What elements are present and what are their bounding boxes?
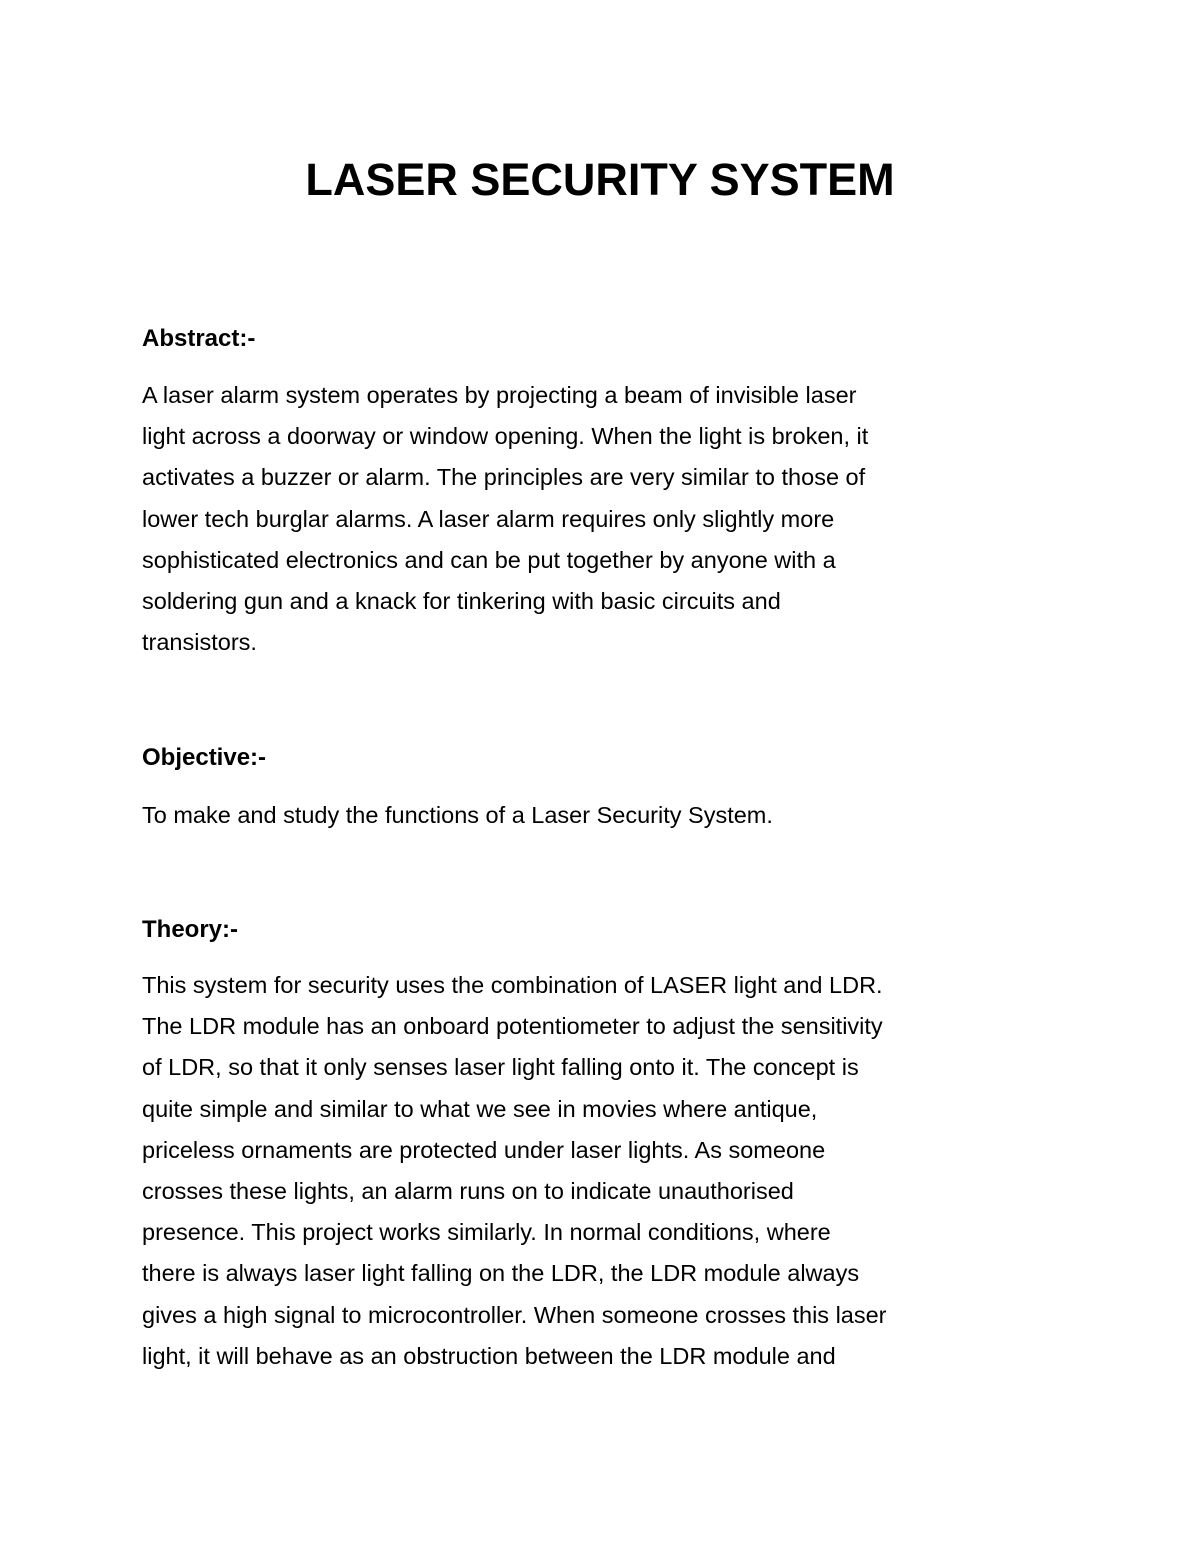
document-title: LASER SECURITY SYSTEM [305, 154, 895, 205]
abstract-heading: Abstract:- [142, 325, 256, 352]
abstract-paragraph [142, 375, 1082, 663]
paragraph-line: of LDR, so that it only senses laser light falling onto it. The concept is [142, 1054, 859, 1081]
paragraph-line: This system for security uses the combination of LASER light and LDR. [142, 972, 883, 998]
paragraph-line: priceless ornaments are protected under laser lights. As someone [142, 1136, 826, 1163]
paragraph-line: soldering gun and a knack for tinkering with basic circuits and [142, 588, 781, 615]
theory-heading: Theory:- [142, 916, 238, 943]
paragraph-line: quite simple and similar to what we see in movies where antique, [142, 1095, 818, 1122]
paragraph-line: crosses these lights, an alarm runs on to indicate unauthorised [142, 1178, 794, 1205]
paragraph-line: transistors. [142, 629, 257, 656]
objective-paragraph [142, 795, 1082, 836]
paragraph-line: there is always laser light falling on the LDR, the LDR module always [142, 1260, 860, 1287]
theory-paragraph [142, 965, 1082, 1377]
objective-heading: Objective:- [142, 744, 267, 771]
paragraph-line: A laser alarm system operates by projecting a beam of invisible laser [142, 382, 857, 408]
paragraph-line: activates a buzzer or alarm. The principles are very similar to those of [142, 464, 866, 491]
paragraph-line: gives a high signal to microcontroller. When someone crosses this laser [142, 1301, 887, 1328]
paragraph-line: light across a doorway or window opening. When the light is broken, it [142, 423, 869, 450]
paragraph-line: lower tech burglar alarms. A laser alarm requires only slightly more [142, 505, 835, 532]
paragraph-line: The LDR module has an onboard potentiometer to adjust the sensitivity [142, 1013, 883, 1040]
paragraph-line: To make and study the functions of a Laser Security System. [142, 802, 773, 828]
paragraph-line: sophisticated electronics and can be put together by anyone with a [142, 546, 836, 573]
paragraph-line: light, it will behave as an obstruction between the LDR module and [142, 1342, 836, 1369]
paragraph-line: presence. This project works similarly. In normal conditions, where [142, 1219, 831, 1246]
